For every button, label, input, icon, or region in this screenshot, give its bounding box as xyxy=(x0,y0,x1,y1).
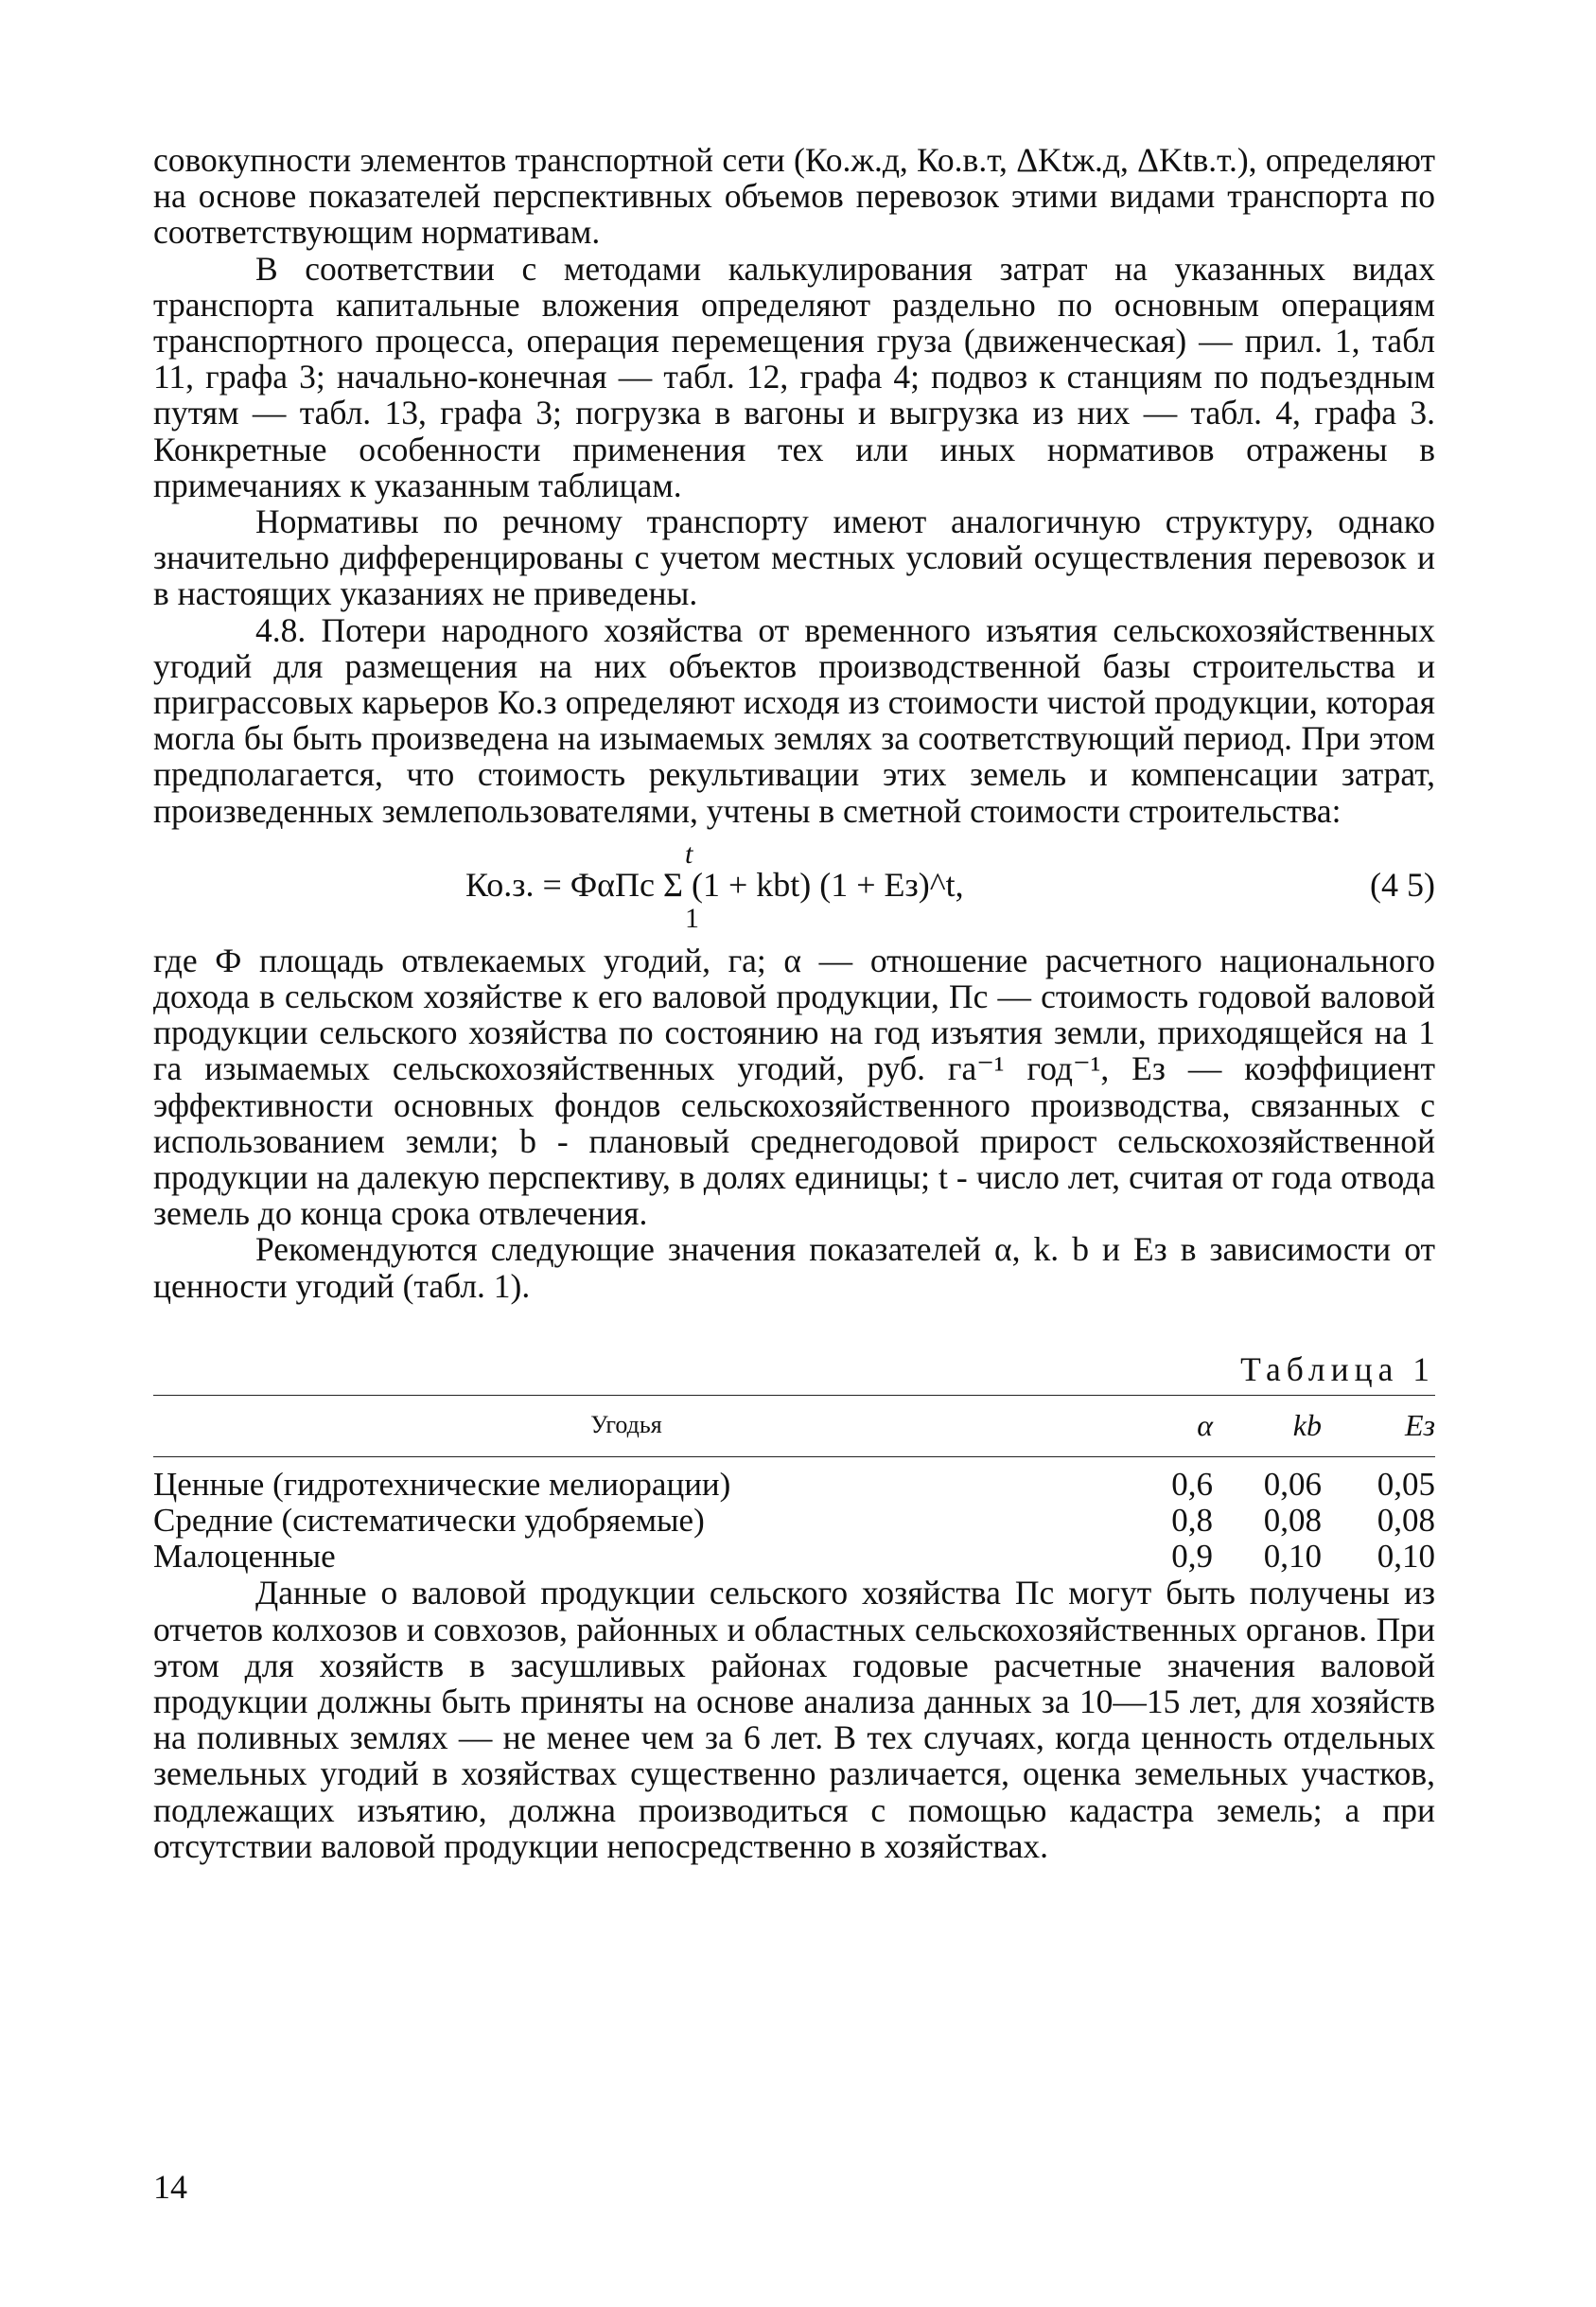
table-row xyxy=(153,1457,1435,1504)
table-cell-alpha: 0,9 xyxy=(1171,1538,1213,1576)
page-number: 14 xyxy=(153,2168,187,2206)
paragraph-river-transport: Нормативы по речному транспорту имеют аналогичную структуру, однако значительно дифференцированы с учетом местных условий осуществления перевозок и в настоящих указаниях не приведены. xyxy=(153,502,1435,613)
table-caption: Таблица 1 xyxy=(1240,1349,1435,1388)
paragraph-continuation: совокупности элементов транспортной сети (Ко.ж.д, Ко.в.т, ΔKtж.д, ΔKtв.т.), определяют на основе показателей перспективных объемов перевозок этими видами транспорта по соответствующим нормативам. xyxy=(153,141,1435,252)
paragraph-section-4-8: 4.8. Потери народного хозяйства от временного изъятия сельскохозяйственных угодий для размещения на них объектов производственной базы строительства и приграссовых карьеров Ко.з определяют исходя из стоимости чистой продукции, которая могла бы быть произведена на изымаемых землях за соответствующий период. При этом предполагается, что стоимость рекультивации этих земель и компенсации затрат, произведенных землепользователями, учтены в сметной стоимости строительства: xyxy=(153,610,1435,830)
table-header-land: Угодья xyxy=(153,1396,1099,1457)
table-cell-kb: 0,06 xyxy=(1263,1466,1322,1504)
formula-sum-lower-limit: 1 xyxy=(685,902,699,934)
formula-number: (4 5) xyxy=(1370,865,1435,904)
land-value-table xyxy=(153,1395,1435,1575)
table-cell-ez: 0,10 xyxy=(1377,1538,1435,1576)
table-row xyxy=(153,1539,1435,1575)
table-header-ez: Eз xyxy=(1322,1396,1435,1457)
formula-expression: Ко.з. = ФαПс Σ (1 + kbt) (1 + Eз)^t, xyxy=(465,865,964,904)
table-cell-kb: 0,10 xyxy=(1263,1538,1322,1576)
paragraph-data-sources: Данные о валовой продукции сельского хозяйства Пс могут быть получены из отчетов колхозов и совхозов, районных и областных сельскохозяйственных органов. При этом для хозяйств в засушливых районах годовые расчетные значения валовой продукции должны быть приняты на основе анализа данных за 10—15 лет, для хозяйств на поливных землях — не менее чем за 6 лет. В тех случаях, когда ценность отдельных земельных угодий в хозяйствах существенно различается, оценка земельных участков, подлежащих изъятию, должна производиться с помощью кадастра земель; а при отсутствии валовой продукции непосредственно в хозяйствах. xyxy=(153,1574,1435,1865)
formula-4-5 xyxy=(153,837,1435,934)
paragraph-calculation-methods: В соответствии с методами калькулирования затрат на указанных видах транспорта капитальные вложения определяют раздельно по основным операциям транспортного процесса, операция перемещения груза (движенческая) — прил. 1, табл 11, графа 3; начально-конечная — табл. 12, графа 4; подвоз к станциям по подъездным путям — табл. 13, графа 3; погрузка в вагоны и выгрузка из них — табл. 4, графа 3. Конкретные особенности применения тех или иных нормативов отражены в примечаниях к указанным таблицам. xyxy=(153,249,1435,504)
table-cell-land: Ценные (гидротехнические мелиорации) xyxy=(153,1466,731,1504)
table-header-row xyxy=(153,1396,1435,1457)
table-header-kb: kb xyxy=(1213,1396,1322,1457)
paragraph-variable-definitions: где Ф площадь отвлекаемых угодий, га; α — отношение расчетного национального дохода в сельском хозяйстве к его валовой продукции, Пс — стоимость годовой валовой продукции сельского хозяйства по состоянию на год изъятия земли, приходящейся на 1 га изымаемых сельскохозяйственных угодий, руб. га⁻¹ год⁻¹, Eз — коэффициент эффективности основных фондов сельскохозяйственного производства, связанных с использованием земли; b - плановый среднегодовой прирост сельскохозяйственной продукции на далекую перспективу, в долях единицы; t - число лет, считая от года отвода земель до конца срока отвлечения. xyxy=(153,941,1435,1233)
formula-sum-upper-limit: t xyxy=(685,837,693,870)
table-cell-alpha: 0,8 xyxy=(1171,1502,1213,1540)
paragraph-recommended-values: Рекомендуются следующие значения показателей α, k. b и Eз в зависимости от ценности угодий (табл. 1). xyxy=(153,1230,1435,1305)
table-cell-land: Средние (систематически удобряемые) xyxy=(153,1502,705,1540)
table-cell-kb: 0,08 xyxy=(1263,1502,1322,1540)
table-cell-ez: 0,05 xyxy=(1377,1466,1435,1504)
text-block xyxy=(153,142,1435,1864)
table-header-alpha: α xyxy=(1099,1396,1213,1457)
table-cell-land: Малоценные xyxy=(153,1538,336,1576)
table-cell-alpha: 0,6 xyxy=(1171,1466,1213,1504)
table-cell-ez: 0,08 xyxy=(1377,1502,1435,1540)
table-row xyxy=(153,1503,1435,1539)
